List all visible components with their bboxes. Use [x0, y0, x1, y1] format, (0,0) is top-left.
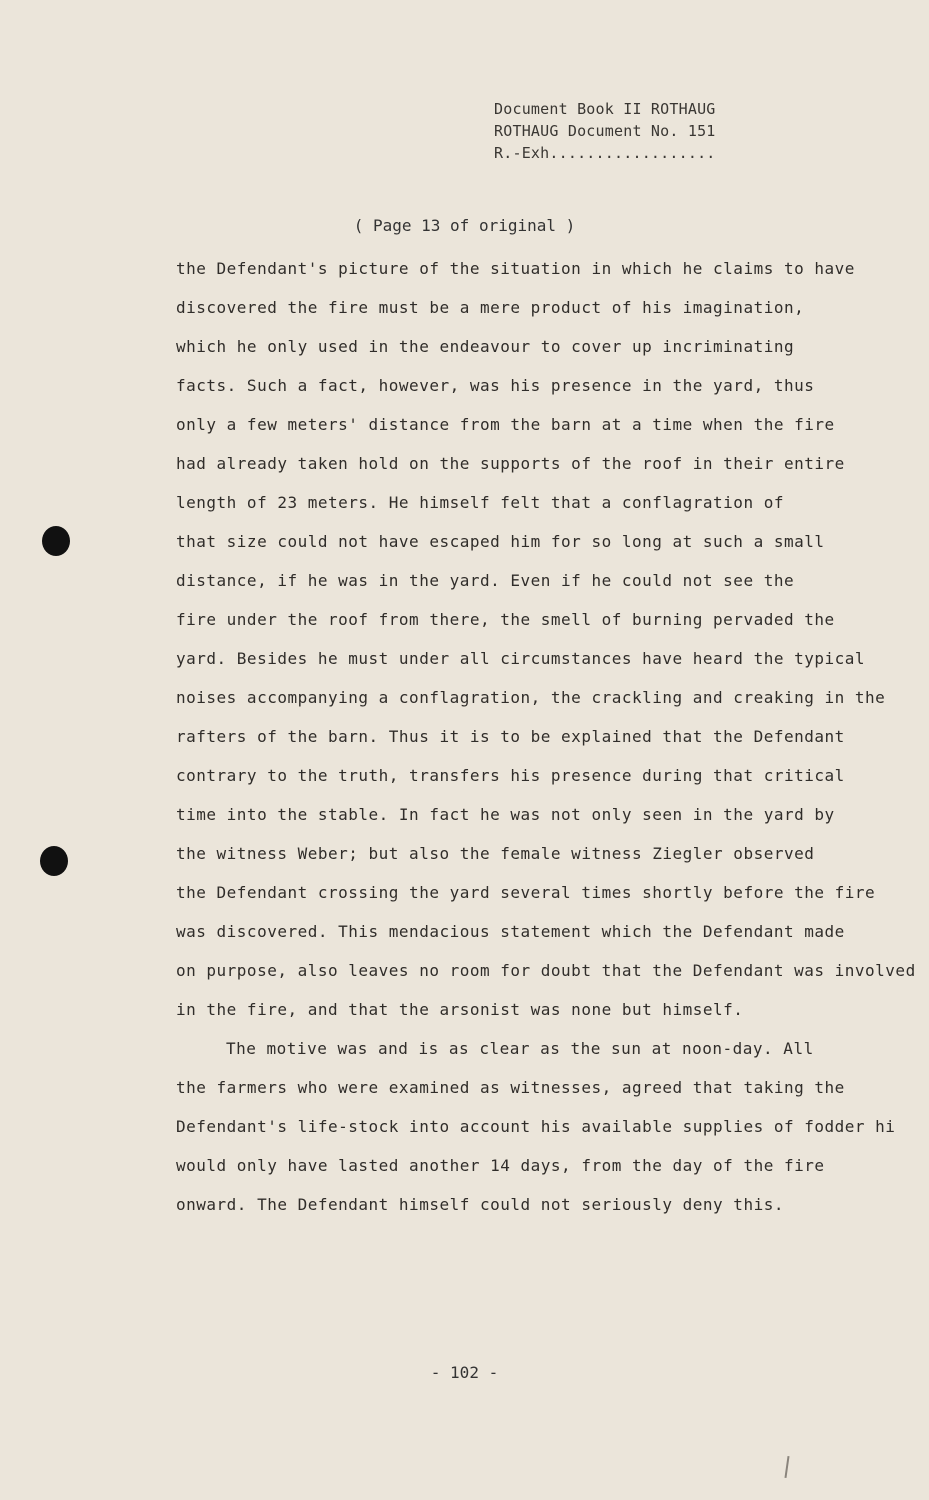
text-line: on purpose, also leaves no room for doubt that the Defendant was involved — [176, 961, 916, 980]
punch-hole — [42, 526, 70, 556]
text-line: discovered the fire must be a mere product of his imagination, — [176, 298, 805, 317]
page-number: - 102 - — [430, 1363, 499, 1382]
text-line: distance, if he was in the yard. Even if he could not see the — [176, 571, 795, 590]
text-line: the Defendant crossing the yard several times shortly before the fire — [176, 883, 876, 902]
punch-hole — [40, 846, 68, 876]
text-line: yard. Besides he must under all circumstances have heard the typical — [176, 649, 866, 668]
text-line: onward. The Defendant himself could not seriously deny this. — [176, 1195, 784, 1214]
text-line: Defendant's life-stock into account his available supplies of fodder hi — [176, 1117, 896, 1136]
header-exhibit: R.-Exh.................. — [494, 144, 716, 162]
text-line: facts. Such a fact, however, was his presence in the yard, thus — [176, 376, 815, 395]
text-line: had already taken hold on the supports of the roof in their entire — [176, 454, 845, 473]
text-line: was discovered. This mendacious statement which the Defendant made — [176, 922, 845, 941]
document-header — [494, 98, 744, 164]
text-line: the Defendant's picture of the situation in which he claims to have — [176, 259, 855, 278]
text-line: that size could not have escaped him for so long at such a small — [176, 532, 825, 551]
text-line: length of 23 meters. He himself felt that a conflagration of — [176, 493, 784, 512]
header-document-book: Document Book II ROTHAUG — [494, 100, 716, 118]
text-line: rafters of the barn. Thus it is to be explained that the Defendant — [176, 727, 845, 746]
text-line: the farmers who were examined as witnesses, agreed that taking the — [176, 1078, 845, 1097]
original-page-reference: ( Page 13 of original ) — [353, 216, 576, 235]
text-line: would only have lasted another 14 days, from the day of the fire — [176, 1156, 825, 1175]
text-line: contrary to the truth, transfers his presence during that critical — [176, 766, 845, 785]
document-body — [176, 256, 916, 1231]
pencil-mark — [784, 1456, 789, 1478]
header-document-number: ROTHAUG Document No. 151 — [494, 122, 716, 140]
text-line: the witness Weber; but also the female witness Ziegler observed — [176, 844, 815, 863]
text-line: noises accompanying a conflagration, the crackling and creaking in the — [176, 688, 886, 707]
text-line: only a few meters' distance from the barn at a time when the fire — [176, 415, 835, 434]
text-line: fire under the roof from there, the smell of burning pervaded the — [176, 610, 835, 629]
text-line: in the fire, and that the arsonist was none but himself. — [176, 1000, 744, 1019]
text-line: which he only used in the endeavour to cover up incriminating — [176, 337, 795, 356]
text-line: time into the stable. In fact he was not only seen in the yard by — [176, 805, 835, 824]
paragraph-start-line: The motive was and is as clear as the sun at noon-day. All — [226, 1039, 814, 1058]
